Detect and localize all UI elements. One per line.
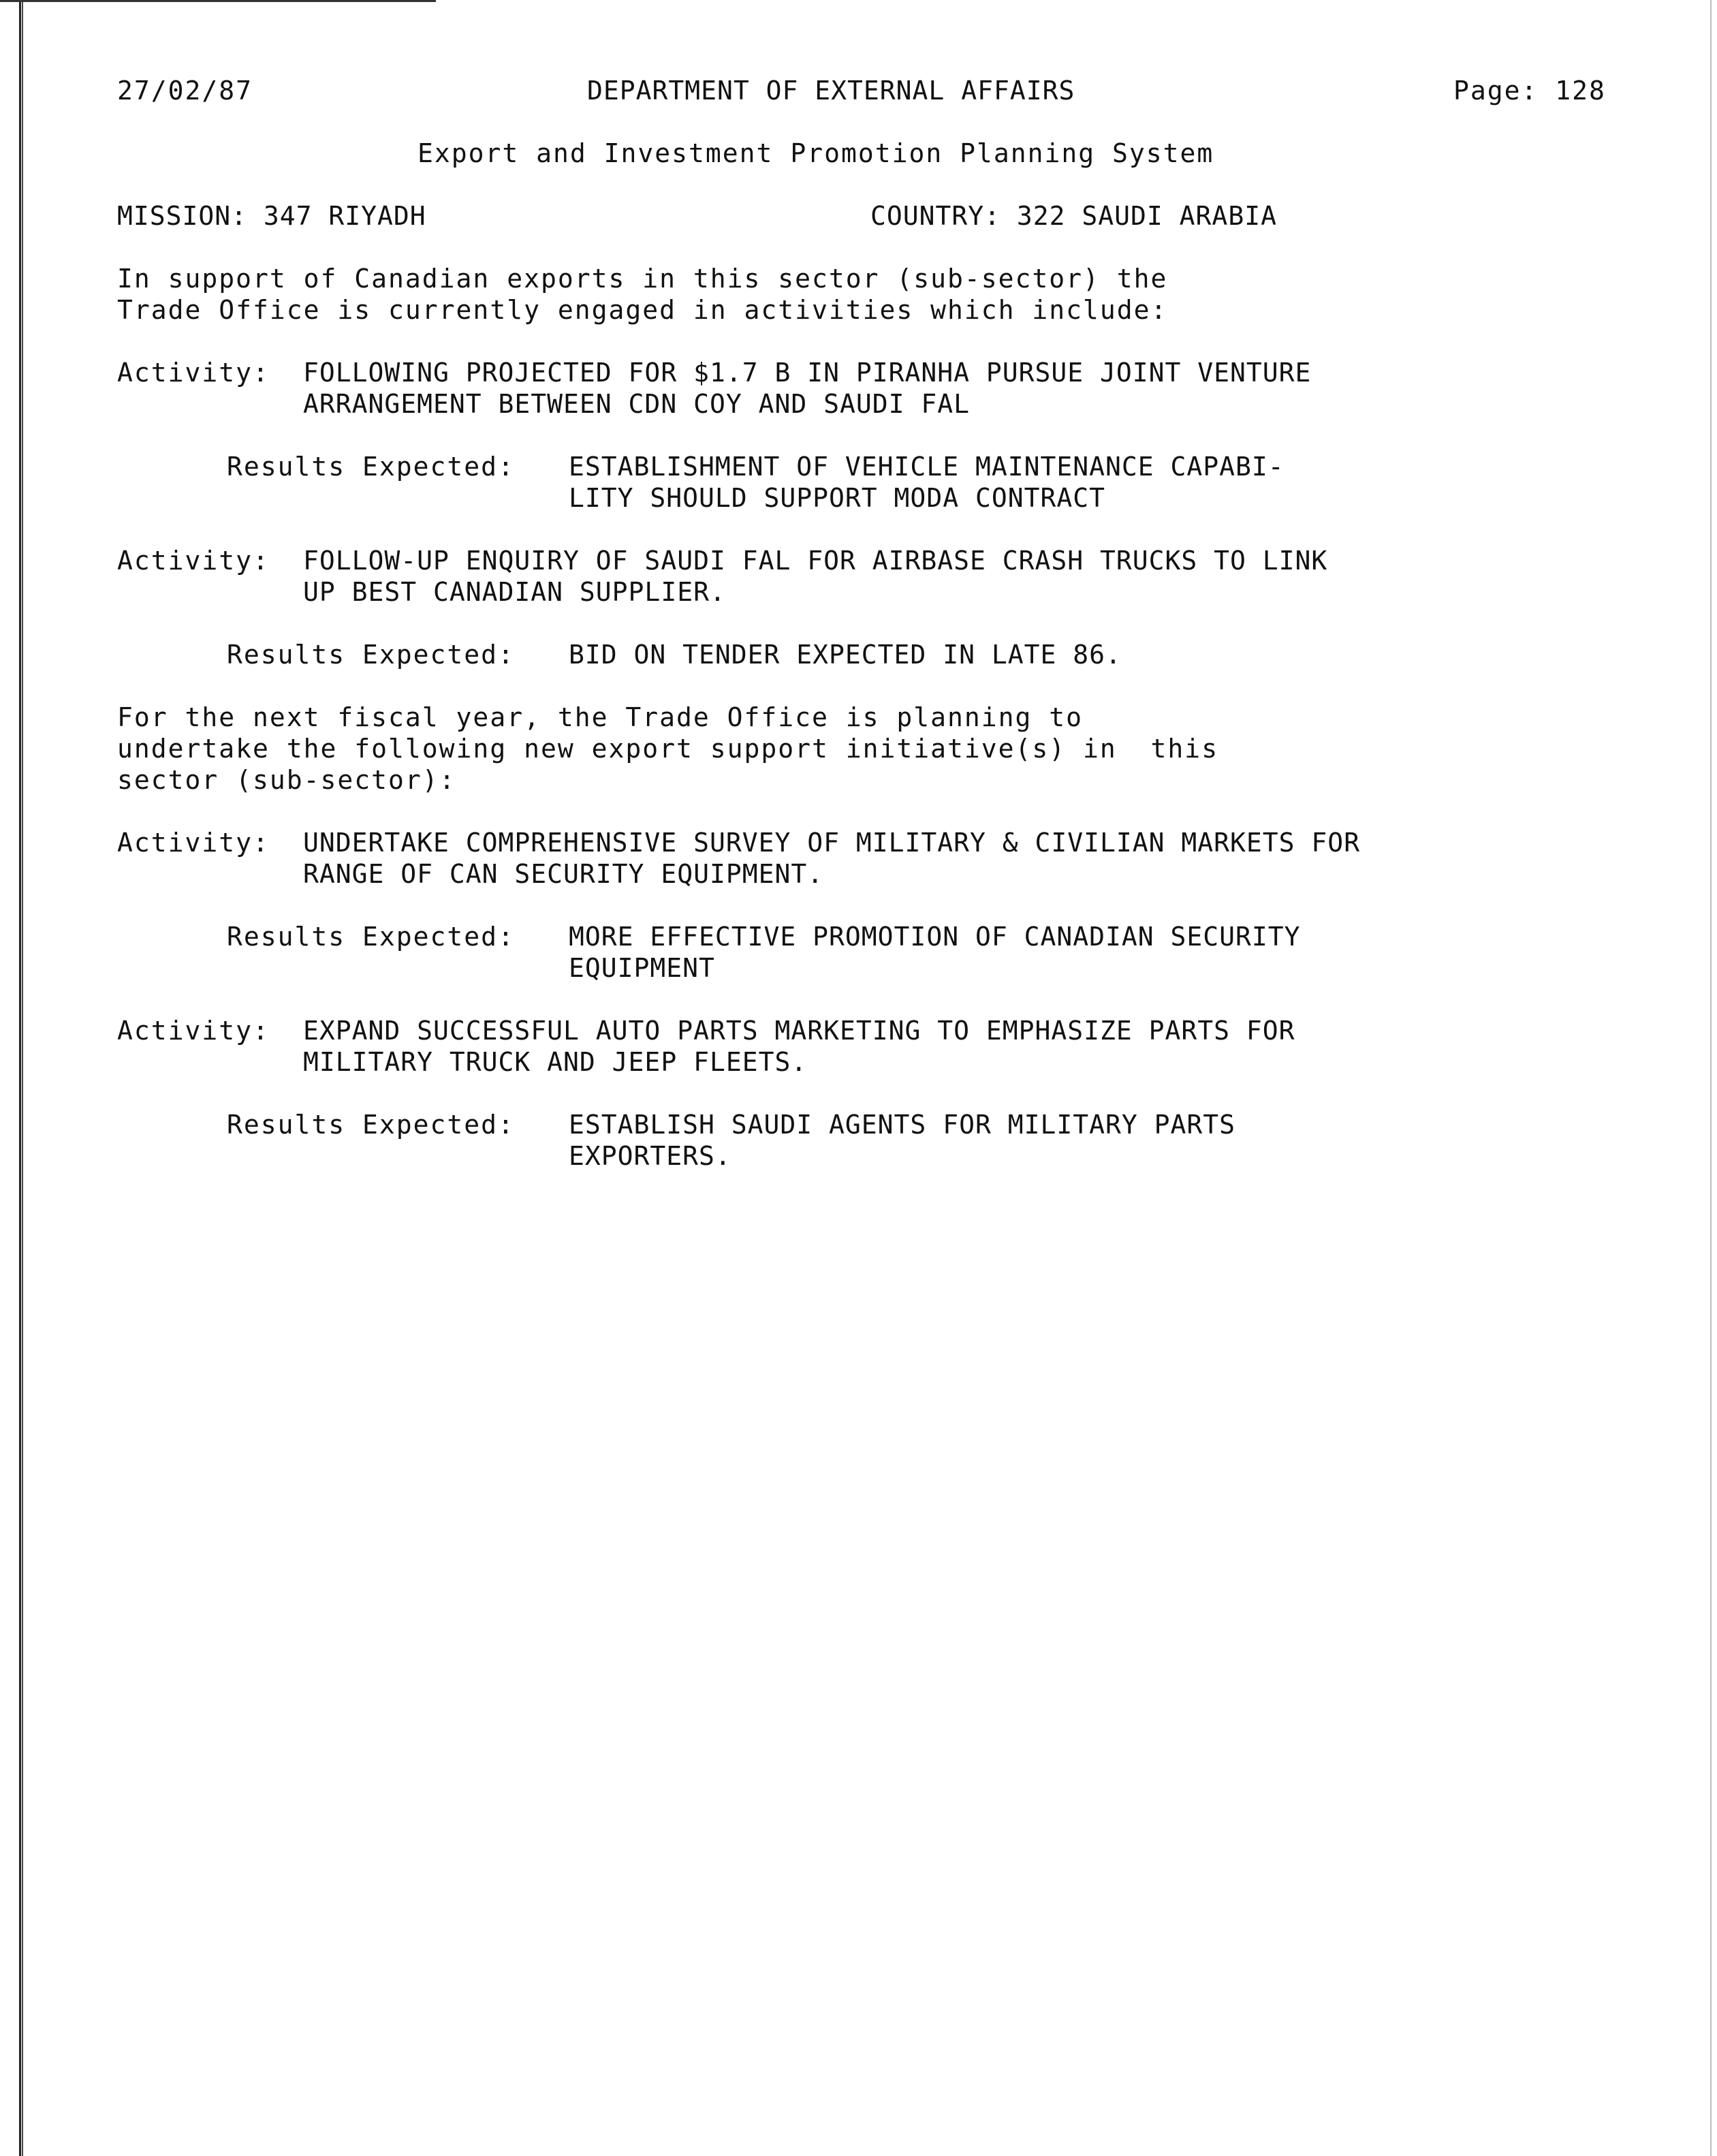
results-label: Results Expected: bbox=[227, 922, 515, 952]
page-edge-top bbox=[0, 0, 436, 2]
results-text-line: EQUIPMENT bbox=[569, 953, 715, 983]
department-title: DEPARTMENT OF EXTERNAL AFFAIRS bbox=[587, 76, 1075, 106]
activity-text-line: ARRANGEMENT BETWEEN CDN COY AND SAUDI FAL bbox=[303, 389, 970, 419]
intro-current-line: Trade Office is currently engaged in activities which include: bbox=[117, 295, 1168, 325]
results-label: Results Expected: bbox=[227, 1110, 515, 1140]
results-label: Results Expected: bbox=[227, 640, 515, 670]
activity-label: Activity: bbox=[117, 358, 270, 388]
activity-text-line: RANGE OF CAN SECURITY EQUIPMENT. bbox=[303, 859, 824, 889]
page-edge-left bbox=[19, 0, 23, 2156]
activity-text-line: UNDERTAKE COMPREHENSIVE SURVEY OF MILITARY & CIVILIAN MARKETS FOR bbox=[303, 828, 1361, 858]
intro-current-line: In support of Canadian exports in this sector (sub-sector) the bbox=[117, 264, 1168, 294]
intro-next-line: undertake the following new export support initiative(s) in this bbox=[117, 734, 1219, 764]
results-text-line: ESTABLISH SAUDI AGENTS FOR MILITARY PARTS bbox=[569, 1110, 1235, 1140]
activity-text-line: FOLLOW-UP ENQUIRY OF SAUDI FAL FOR AIRBASE CRASH TRUCKS TO LINK bbox=[303, 546, 1328, 576]
results-text-line: MORE EFFECTIVE PROMOTION OF CANADIAN SECURITY bbox=[569, 922, 1301, 952]
results-text-line: BID ON TENDER EXPECTED IN LATE 86. bbox=[569, 640, 1122, 670]
activity-text-line: EXPAND SUCCESSFUL AUTO PARTS MARKETING TO EMPHASIZE PARTS FOR bbox=[303, 1016, 1295, 1046]
activity-text-line: FOLLOWING PROJECTED FOR $1.7 B IN PIRANHA PURSUE JOINT VENTURE bbox=[303, 358, 1312, 388]
activity-label: Activity: bbox=[117, 828, 270, 858]
activity-label: Activity: bbox=[117, 1016, 270, 1046]
mission-label: MISSION: 347 RIYADH bbox=[117, 201, 426, 231]
report-date: 27/02/87 bbox=[117, 76, 253, 106]
page-number: Page: 128 bbox=[1453, 76, 1606, 106]
results-text-line: ESTABLISHMENT OF VEHICLE MAINTENANCE CAPABI- bbox=[569, 452, 1285, 482]
intro-next-line: For the next fiscal year, the Trade Office is planning to bbox=[117, 702, 1084, 732]
page-edge-right bbox=[1710, 0, 1712, 2156]
results-text-line: EXPORTERS. bbox=[569, 1141, 731, 1171]
country-label: COUNTRY: 322 SAUDI ARABIA bbox=[870, 201, 1277, 231]
activity-label: Activity: bbox=[117, 546, 270, 576]
system-title: Export and Investment Promotion Planning System bbox=[418, 138, 1214, 168]
activity-text-line: UP BEST CANADIAN SUPPLIER. bbox=[303, 577, 726, 607]
intro-next-line: sector (sub-sector): bbox=[117, 765, 456, 795]
results-text-line: LITY SHOULD SUPPORT MODA CONTRACT bbox=[569, 483, 1105, 513]
activity-text-line: MILITARY TRUCK AND JEEP FLEETS. bbox=[303, 1047, 808, 1077]
results-label: Results Expected: bbox=[227, 452, 515, 482]
